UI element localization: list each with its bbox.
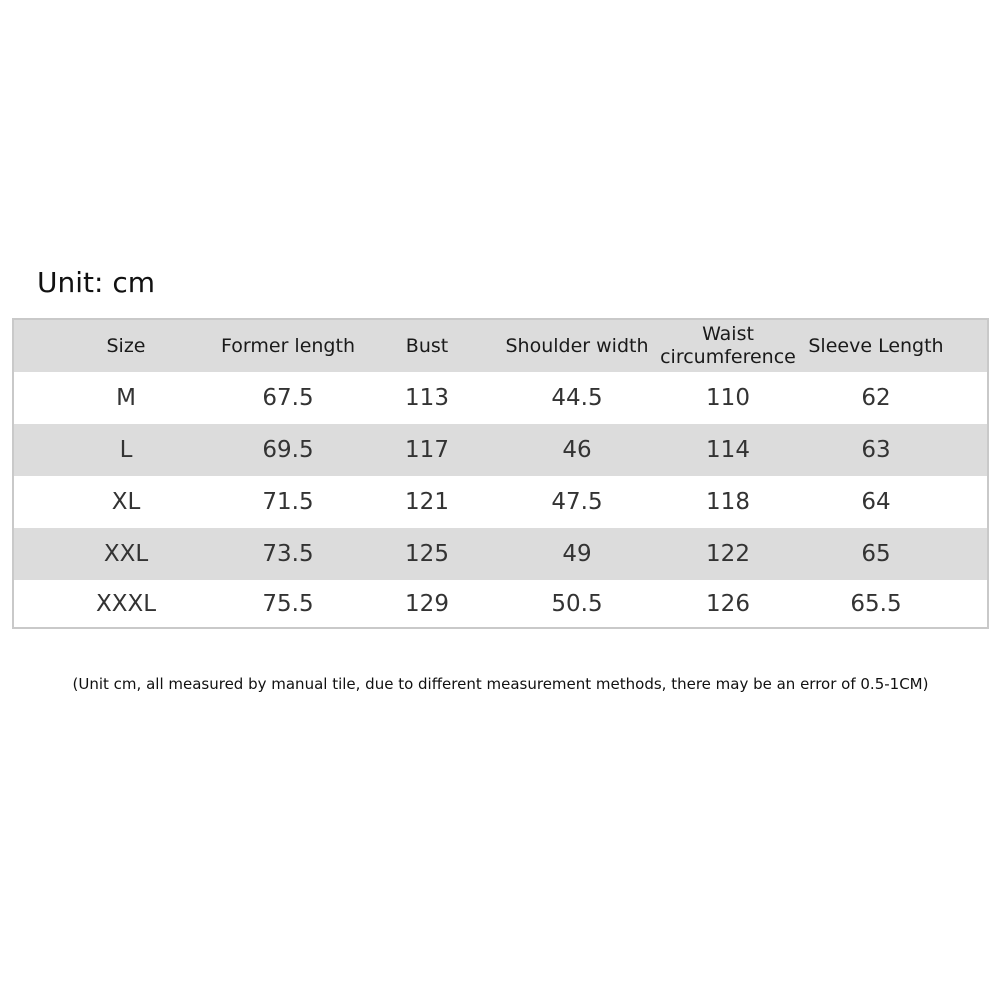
cell-waist-circumference: 114 [706,437,750,463]
cell-shoulder-width: 46 [562,437,592,463]
size-chart-table [12,318,989,629]
header-waist-line1: Waist [702,323,754,345]
cell-size: XXL [103,541,149,567]
cell-size: L [119,437,133,463]
cell-sleeve-length: 63 [861,437,891,463]
cell-shoulder-width: 47.5 [551,489,603,515]
cell-size: XL [111,489,141,515]
table-row [14,424,987,476]
header-waist-line2: circumference [660,346,796,368]
cell-sleeve-length: 65.5 [850,590,902,617]
cell-waist-circumference: 122 [706,541,750,567]
cell-former-length: 73.5 [262,541,314,567]
unit-title: Unit: cm [37,266,156,299]
header-size: Size [106,335,146,357]
cell-former-length: 69.5 [262,437,314,463]
table-row [14,528,987,580]
measurement-note: (Unit cm, all measured by manual tile, due to different measurement methods, there may be an error of 0.5-1CM) [72,675,929,693]
cell-former-length: 67.5 [262,385,314,411]
cell-bust: 113 [405,385,449,411]
cell-former-length: 71.5 [262,489,314,515]
cell-sleeve-length: 64 [861,489,891,515]
cell-waist-circumference: 118 [706,489,750,515]
table-row [14,372,987,424]
header-bust: Bust [405,335,449,357]
cell-waist-circumference: 110 [706,385,750,411]
cell-sleeve-length: 62 [861,385,891,411]
cell-bust: 125 [405,541,449,567]
header-sleeve-length: Sleeve Length [808,335,944,357]
cell-size: M [116,385,136,411]
table-header-row [14,320,987,372]
cell-bust: 129 [405,590,449,617]
header-former-length: Former length [221,335,355,357]
cell-shoulder-width: 50.5 [551,590,603,617]
header-waist-circumference [654,320,802,372]
cell-shoulder-width: 49 [562,541,592,567]
cell-bust: 121 [405,489,449,515]
cell-bust: 117 [405,437,449,463]
cell-waist-circumference: 126 [706,590,750,617]
cell-former-length: 75.5 [262,590,314,617]
table-row [14,476,987,528]
header-shoulder-width: Shoulder width [505,335,649,357]
cell-size: XXXL [95,590,157,617]
cell-shoulder-width: 44.5 [551,385,603,411]
table-row [14,580,987,627]
cell-sleeve-length: 65 [861,541,891,567]
